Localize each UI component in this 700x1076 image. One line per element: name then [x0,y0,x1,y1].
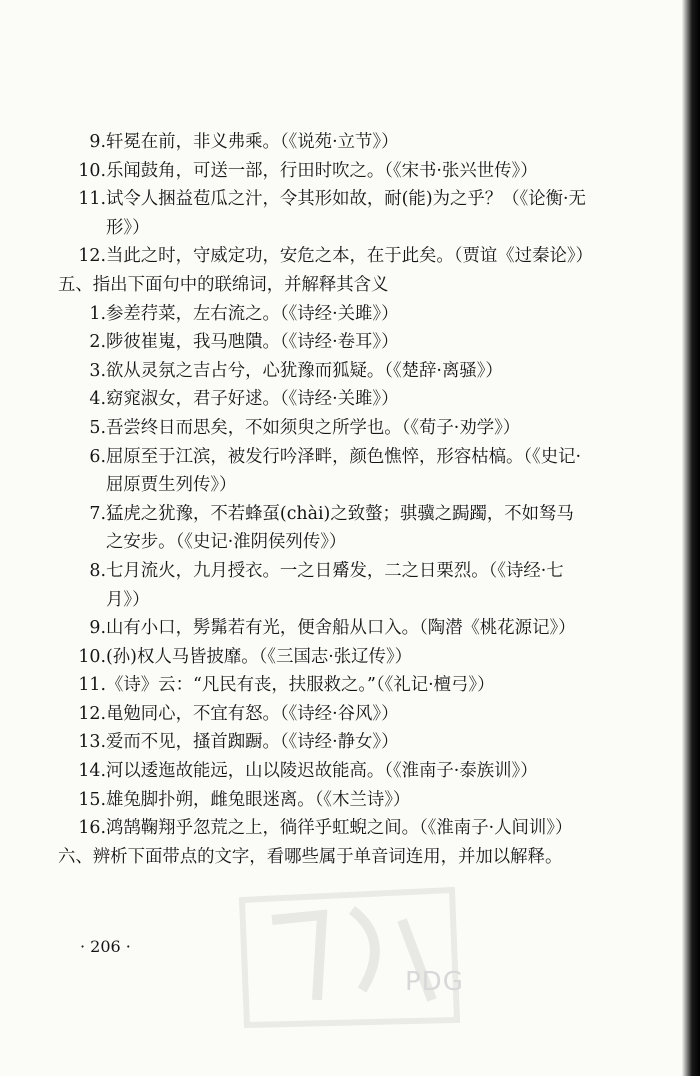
exercise-item [58,157,588,186]
exercise-text: 鸿鹄鞠翔乎忽荒之上，徜徉乎虹蜺之间。（《淮南子·人间训》） [106,818,573,839]
exercise-item [58,385,588,414]
watermark-text: PDG [405,967,464,997]
exercise-text: 《诗》云：“凡民有丧，扶服救之。”（《礼记·檀弓》） [106,675,495,696]
exercise-list-part4 [58,128,593,271]
section-heading-5: 五、指出下面句中的联绵词，并解释其含义 [58,274,389,295]
exercise-number: 2. [89,332,106,353]
exercise-number: 10. [78,160,106,181]
exercise-text: (孙)权人马皆披靡。（《三国志·张辽传》） [106,646,413,667]
exercise-number: 5. [89,417,106,438]
exercise-item [58,786,588,815]
exercise-item [58,814,588,843]
exercise-text: 屈原至于江滨，被发行吟泽畔，颜色憔悴，形容枯槁。（《史记·屈原贾生列传》） [106,446,582,496]
page-number: · 206 · [80,937,131,956]
exercise-number: 6. [89,446,106,467]
exercise-text: 当此之时，守威定功，安危之本，在于此矣。（贾谊《过秦论》） [106,246,593,267]
exercise-text: 试令人捆益苞瓜之汁，令其形如故，耐(能)为之乎？（《论衡·无形》） [106,189,586,238]
exercise-number: 11. [78,189,106,210]
exercise-item [58,700,588,729]
exercise-item [58,357,588,386]
exercise-text: 欲从灵氛之吉占兮，心犹豫而狐疑。（《楚辞·离骚》） [106,360,503,381]
exercise-number: 3. [89,360,106,381]
exercise-number: 8. [89,560,106,581]
page-edge-shadow [682,0,700,1076]
exercise-item [58,500,588,557]
exercise-number: 9. [89,132,106,152]
exercise-number: 11. [78,675,106,696]
exercise-text: 爱而不见，搔首踟蹰。（《诗经·静女》） [106,732,399,753]
exercise-text: 山有小口，髣髴若有光，便舍船从口入。（陶潜《桃花源记》） [106,618,576,639]
exercise-number: 12. [78,703,106,724]
exercise-text: 参差荇菜，左右流之。（《诗经·关雎》） [106,303,399,324]
exercise-item [58,414,588,443]
exercise-text: 窈窕淑女，君子好逑。（《诗经·关雎》） [106,389,399,410]
exercise-text: 轩冕在前，非义弗乘。（《说苑·立节》） [106,132,399,152]
exercise-text: 猛虎之犹豫，不若蜂虿(chài)之致螫；骐骥之跼躅，不如驽马之安步。（《史记·淮阴侯列传》） [106,503,574,553]
exercise-number: 12. [78,246,106,267]
exercise-item [58,443,588,500]
exercise-item [58,242,593,271]
exercise-text: 雄兔脚扑朔，雌兔眼迷离。（《木兰诗》） [106,789,411,810]
exercise-number: 10. [78,646,106,667]
exercise-text: 河以逶迤故能远，山以陵迟故能高。（《淮南子·泰族训》） [106,761,538,782]
exercise-number: 1. [89,303,106,324]
exercise-list-part5 [58,300,588,843]
exercise-item [58,614,588,643]
exercise-item [58,557,588,614]
exercise-item [58,300,588,329]
exercise-text: 乐闻鼓角，可送一部，行田时吹之。（《宋书·张兴世传》） [106,160,538,181]
exercise-number: 7. [89,503,106,524]
library-seal-watermark-icon [232,880,462,1030]
exercise-number: 14. [78,761,106,782]
exercise-item [58,185,588,242]
exercise-text: 七月流火，九月授衣。一之日觱发，二之日栗烈。（《诗经·七月》） [106,560,564,610]
exercise-item [58,128,588,157]
exercise-number: 9. [89,618,106,639]
page-content [58,128,593,871]
exercise-item [58,757,588,786]
exercise-number: 16. [78,818,106,839]
exercise-number: 4. [89,389,106,410]
exercise-item [58,728,588,757]
exercise-text: 吾尝终日而思矣，不如须臾之所学也。（《荀子·劝学》） [106,417,521,438]
section-heading-6: 六、辨析下面带点的文字，看哪些属于单音词连用，并加以解释。 [58,846,563,867]
exercise-text: 陟彼崔嵬，我马虺隤。（《诗经·卷耳》） [106,332,399,353]
exercise-text: 黾勉同心，不宜有怒。（《诗经·谷风》） [106,703,399,724]
exercise-item [58,643,588,672]
exercise-number: 15. [78,789,106,810]
exercise-item [58,671,588,700]
exercise-item [58,328,588,357]
exercise-number: 13. [78,732,106,753]
